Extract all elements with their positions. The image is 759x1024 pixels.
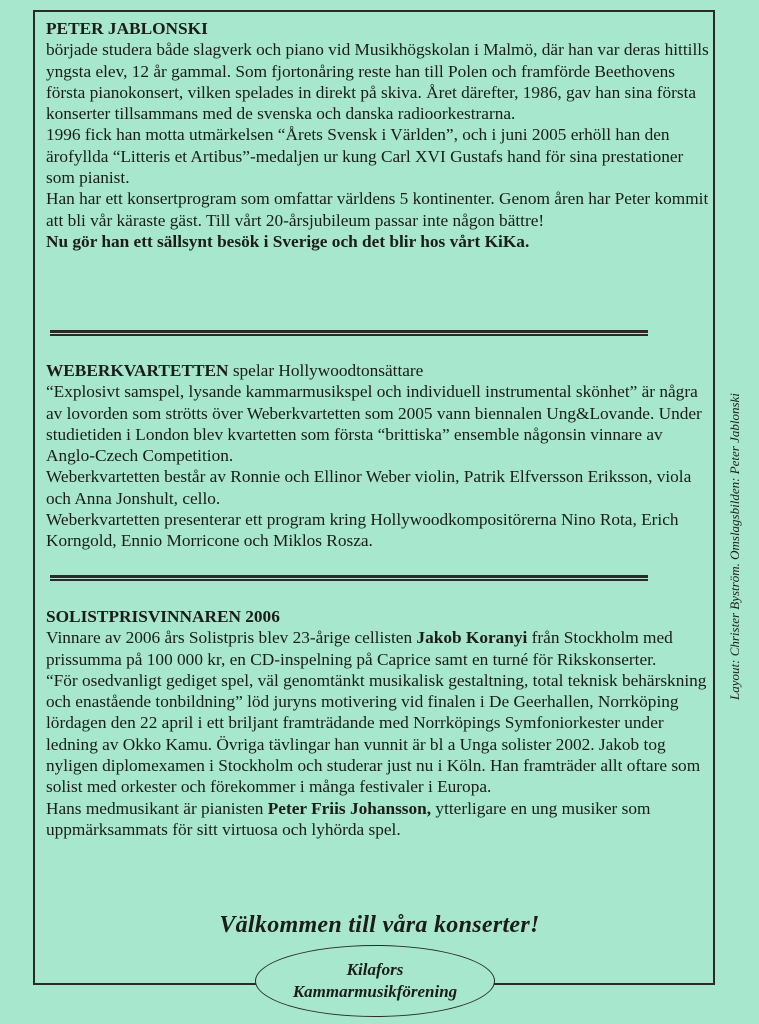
peter-paragraph-3: Han har ett konsertprogram som omfattar världens 5 kontinenter. Genom åren har Peter kommit att bli vår käraste gäst. Till vårt 20-årsjubileum passar inte någon bättre! <box>46 189 709 230</box>
main-content <box>46 18 711 252</box>
peter-paragraph-1: började studera både slagverk och piano vid Musikhögskolan i Malmö, där han var deras hittills yngsta elev, 12 år gammal. Som fjortonåring reste han till Polen och framförde Beethovens första pianokonsert, vilken spelades in direkt på skiva. Året därefter, 1986, gav han sina första konserter tillsammans med de svenska och danska radioorkestrarna. <box>46 40 709 124</box>
organization-logo <box>255 945 495 1017</box>
logo-line-1: Kilafors <box>346 960 404 979</box>
section-divider-2 <box>50 575 648 581</box>
solist-p1-text-b: från Stockholm med prissumma på 100 000 kr, en CD-inspelning på Caprice samt en turné för Rikskonserter. <box>46 628 673 669</box>
layout-credit: Layout: Christer Byström. Omslagsbilden: Peter Jablonski <box>727 393 742 700</box>
solist-p3-name: Peter Friis Johansson, <box>267 798 432 818</box>
weber-content <box>46 360 711 552</box>
solist-p3-text-a: Hans medmusikant är pianisten <box>46 798 268 818</box>
logo-line-2: Kammarmusikförening <box>292 982 458 1001</box>
peter-heading: PETER JABLONSKI <box>46 19 208 38</box>
peter-paragraph-2: 1996 fick han motta utmärkelsen “Årets Svensk i Världen”, och i juni 2005 erhöll han den ärofyllda “Litteris et Artibus”-medaljen ur kung Carl XVI Gustafs hand för sina prestationer som pianist. <box>46 125 684 188</box>
solist-p1-text-a: Vinnare av 2006 års Solistpris blev 23-årige cellisten <box>46 628 417 648</box>
solistpris-section <box>46 606 711 840</box>
solist-paragraph-2: “För osedvanligt gediget spel, väl genomtänkt musikalisk gestaltning, total teknisk behärskning och enastående tonbildning” löd juryns motivering vid finalen i De Geerhallen, Norrköping lördagen den 22 april i ett briljant framträdande med Norrköpings Symfoniorkester under ledning av Okko Kamu. Övriga tävlingar han vunnit är bl a Unga solister 2002. Jakob tog nyligen diplomexamen i Stockholm och studerar just nu i Köln. Han framträder allt oftare som solist med orkester och förekommer i många festivaler i Europa. <box>46 670 707 797</box>
solist-p1-name: Jakob Koranyi <box>416 628 528 648</box>
section-divider-1 <box>50 330 648 336</box>
weber-paragraph-2: Weberkvartetten består av Ronnie och Ellinor Weber violin, Patrik Elfversson Eriksson, viola och Anna Jonshult, cello. <box>46 467 692 508</box>
weber-paragraph-1: “Explosivt samspel, lysande kammarmusikspel och individuell instrumental skönhet” är några av lovorden som strötts över Weberkvartetten som 2005 vann biennalen Ung&Lovande. Under studietiden i London blev kvartetten som första “brittiska” ensemble någonsin vinnare av Anglo-Czech Competition. <box>46 382 702 466</box>
solist-content <box>46 606 711 840</box>
solist-heading: SOLISTPRISVINNAREN 2006 <box>46 607 280 626</box>
welcome-message: Välkommen till våra konserter! <box>219 912 540 938</box>
weber-heading: WEBERKVARTETTEN <box>46 361 229 380</box>
solist-p3-text-b: ytterligare en ung musiker som uppmärksammats för sitt virtuosa och lyhörda spel. <box>46 798 651 839</box>
peter-closing: Nu gör han ett sällsynt besök i Sverige och det blir hos vårt KiKa. <box>46 231 530 251</box>
weberkvartetten-section <box>46 360 711 552</box>
weber-subtitle: spelar Hollywoodtonsättare <box>228 361 424 380</box>
solist-paragraph-3 <box>46 798 711 841</box>
peter-jablonski-section <box>46 18 711 252</box>
weber-paragraph-3: Weberkvartetten presenterar ett program kring Hollywoodkompositörerna Nino Rota, Erich Korngold, Ennio Morricone och Miklos Rosza. <box>46 510 679 551</box>
solist-paragraph-1 <box>46 627 711 670</box>
